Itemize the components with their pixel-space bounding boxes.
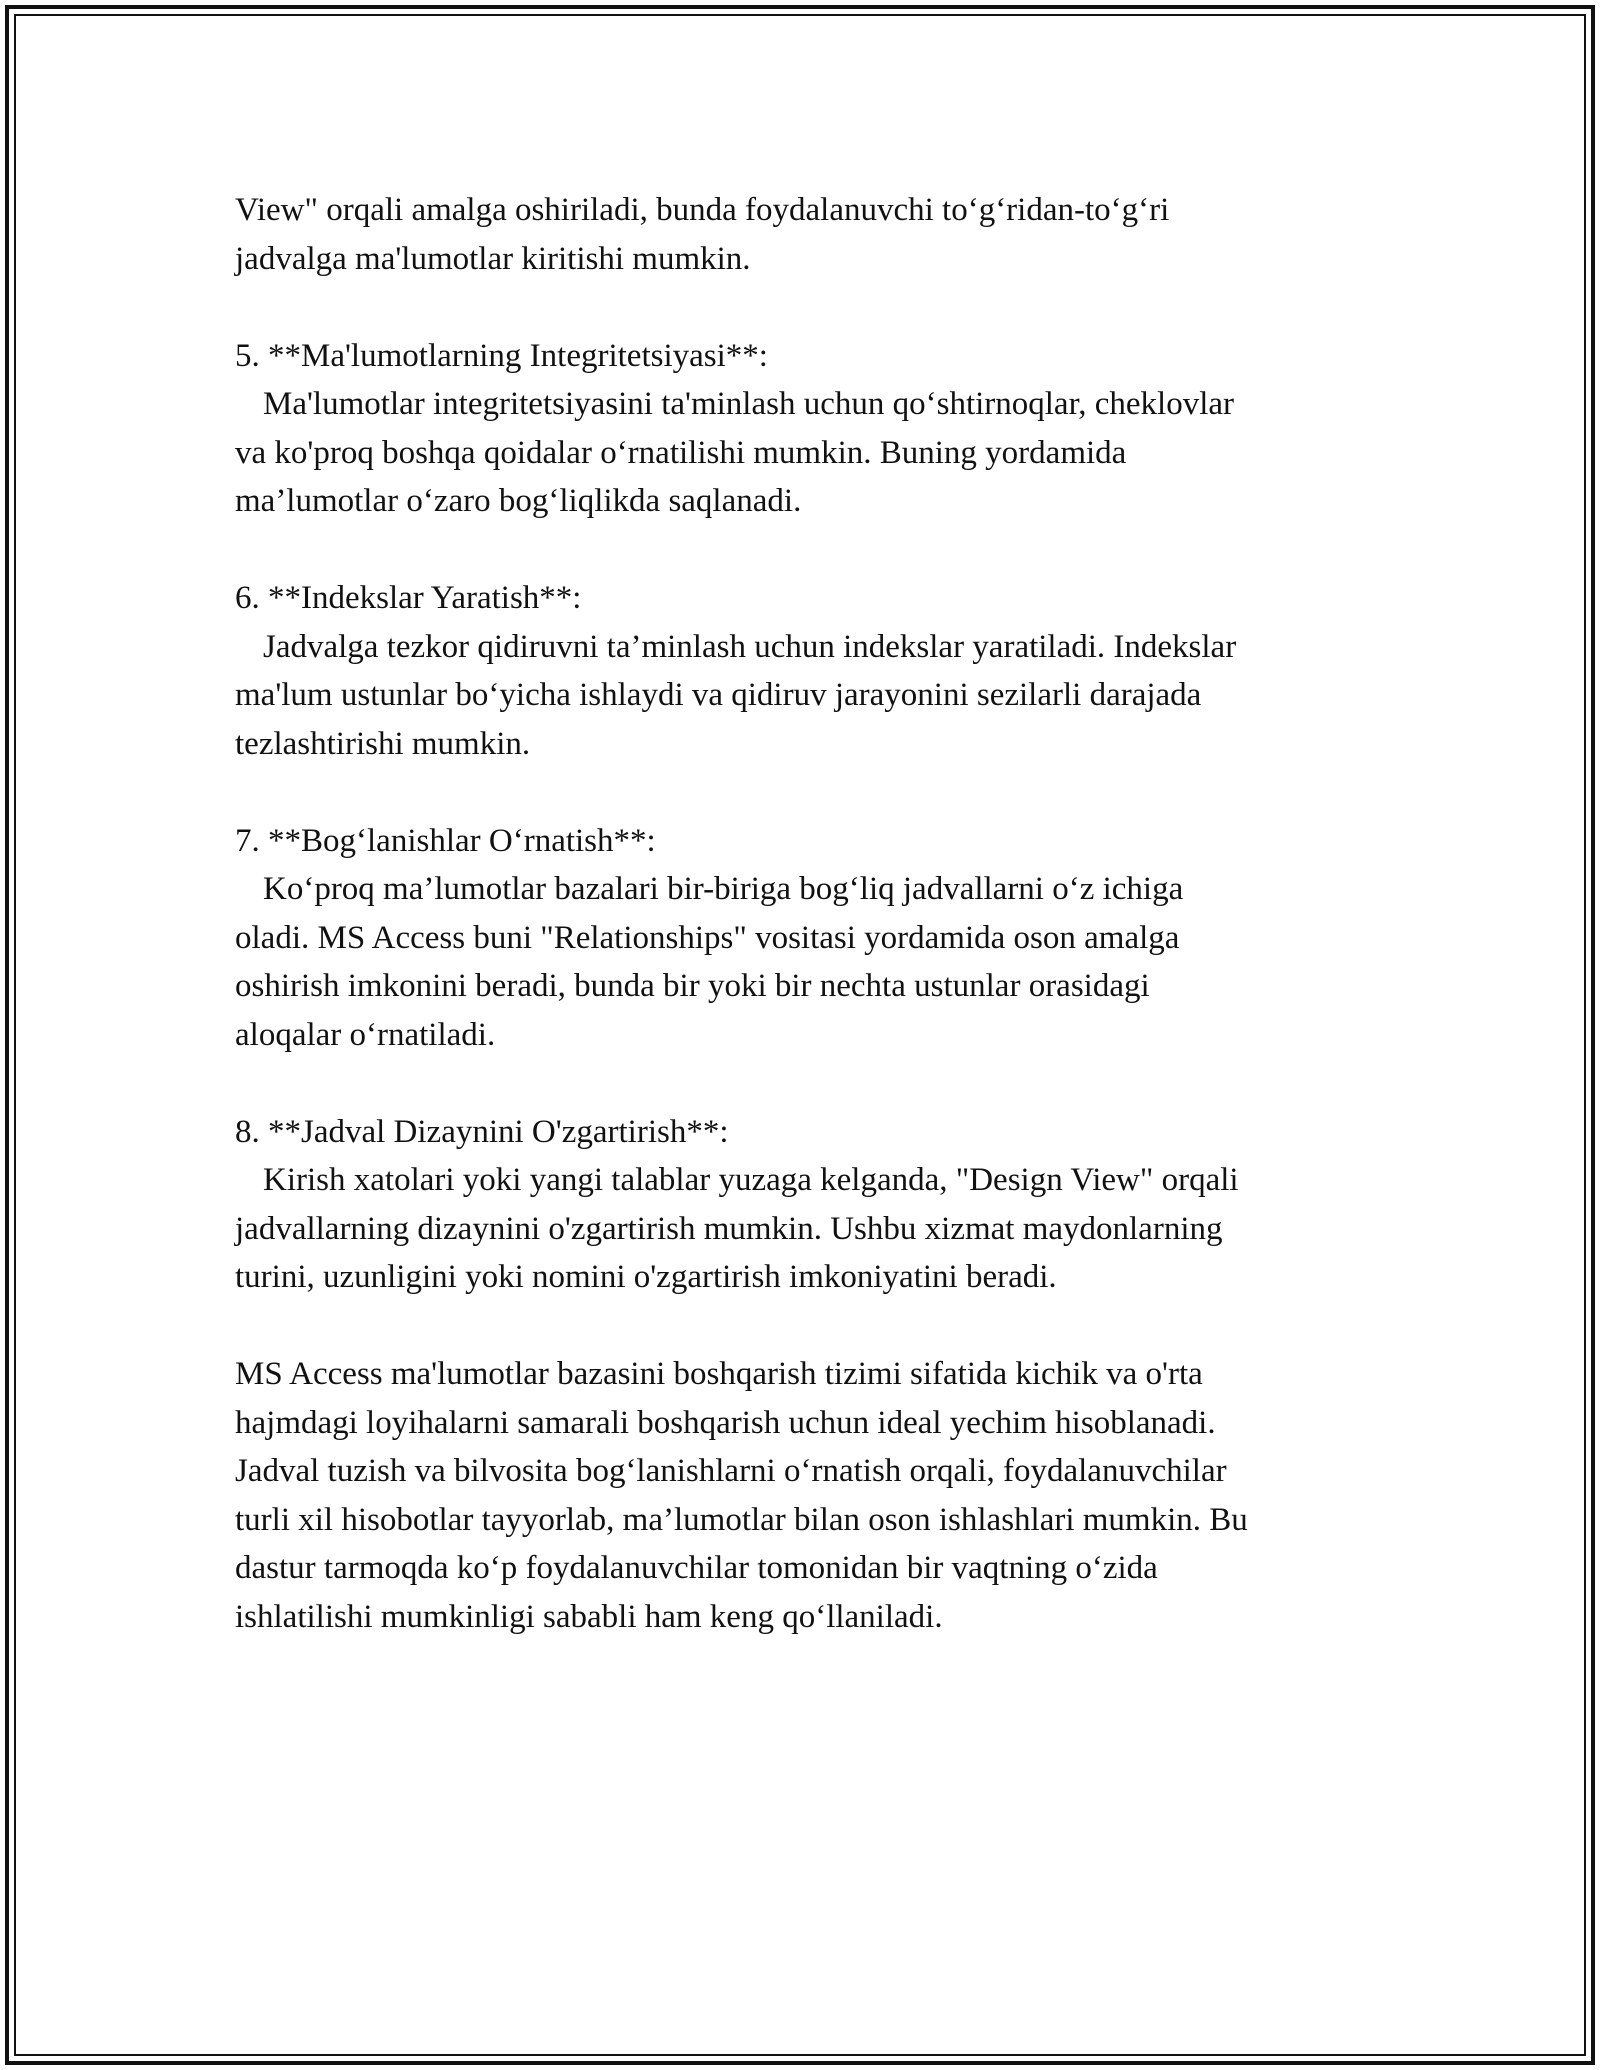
text-line: ishlatilishi mumkinligi sababli ham keng qo‘llaniladi. <box>235 1598 943 1635</box>
document-body <box>235 186 1375 1690</box>
section-heading: 8. **Jadval Dizaynini O'zgartirish**: <box>235 1113 729 1150</box>
text-line: tezlashtirishi mumkin. <box>235 725 531 762</box>
text-line: MS Access ma'lumotlar bazasini boshqarish tizimi sifatida kichik va o'rta <box>235 1356 1203 1392</box>
text-line: jadvalga ma'lumotlar kiritishi mumkin. <box>235 240 751 277</box>
text-line: ma’lumotlar o‘zaro bog‘liqlikda saqlanadi. <box>235 483 802 519</box>
paragraph-continuation <box>235 186 1375 283</box>
text-line: oladi. MS Access buni "Relationships" vositasi yordamida oson amalga <box>235 919 1180 956</box>
text-line: turli xil hisobotlar tayyorlab, ma’lumotlar bilan oson ishlashlari mumkin. Bu <box>235 1501 1248 1538</box>
text-line: dastur tarmoqda ko‘p foydalanuvchilar tomonidan bir vaqtning o‘zida <box>235 1550 1158 1586</box>
text-line: Kirish xatolari yoki yangi talablar yuzaga kelganda, "Design View" orqali <box>263 1162 1239 1198</box>
text-line: ma'lum ustunlar bo‘yicha ishlaydi va qidiruv jarayonini sezilarli darajada <box>235 677 1202 713</box>
section-heading: 6. **Indekslar Yaratish**: <box>235 580 582 616</box>
section-8 <box>235 1108 1375 1302</box>
section-heading: 7. **Bog‘lanishlar O‘rnatish**: <box>235 822 656 859</box>
text-line: Ma'lumotlar integritetsiyasini ta'minlash uchun qo‘shtirnoqlar, cheklovlar <box>263 386 1235 422</box>
section-5 <box>235 332 1375 526</box>
text-line: jadvallarning dizaynini o'zgartirish mumkin. Ushbu xizmat maydonlarning <box>235 1210 1223 1247</box>
text-line: aloqalar o‘rnatiladi. <box>235 1016 496 1053</box>
text-line: View" orqali amalga oshiriladi, bunda foydalanuvchi to‘g‘ridan-to‘g‘ri <box>235 192 1170 228</box>
section-heading: 5. **Ma'lumotlarning Integritetsiyasi**: <box>235 337 768 374</box>
text-line: va ko'proq boshqa qoidalar o‘rnatilishi mumkin. Buning yordamida <box>235 434 1127 471</box>
text-line: Ko‘proq ma’lumotlar bazalari bir-biriga bog‘liq jadvallarni o‘z ichiga <box>263 871 1184 907</box>
conclusion-paragraph <box>235 1350 1375 1641</box>
text-line: Jadvalga tezkor qidiruvni ta’minlash uchun indekslar yaratiladi. Indekslar <box>263 628 1237 665</box>
section-7 <box>235 817 1375 1060</box>
text-line: hajmdagi loyihalarni samarali boshqarish uchun ideal yechim hisoblanadi. <box>235 1404 1216 1441</box>
text-line: turini, uzunligini yoki nomini o'zgartirish imkoniyatini beradi. <box>235 1259 1057 1295</box>
text-line: Jadval tuzish va bilvosita bog‘lanishlarni o‘rnatish orqali, foydalanuvchilar <box>235 1453 1227 1489</box>
section-6 <box>235 574 1375 768</box>
text-line: oshirish imkonini beradi, bunda bir yoki bir nechta ustunlar orasidagi <box>235 968 1150 1004</box>
